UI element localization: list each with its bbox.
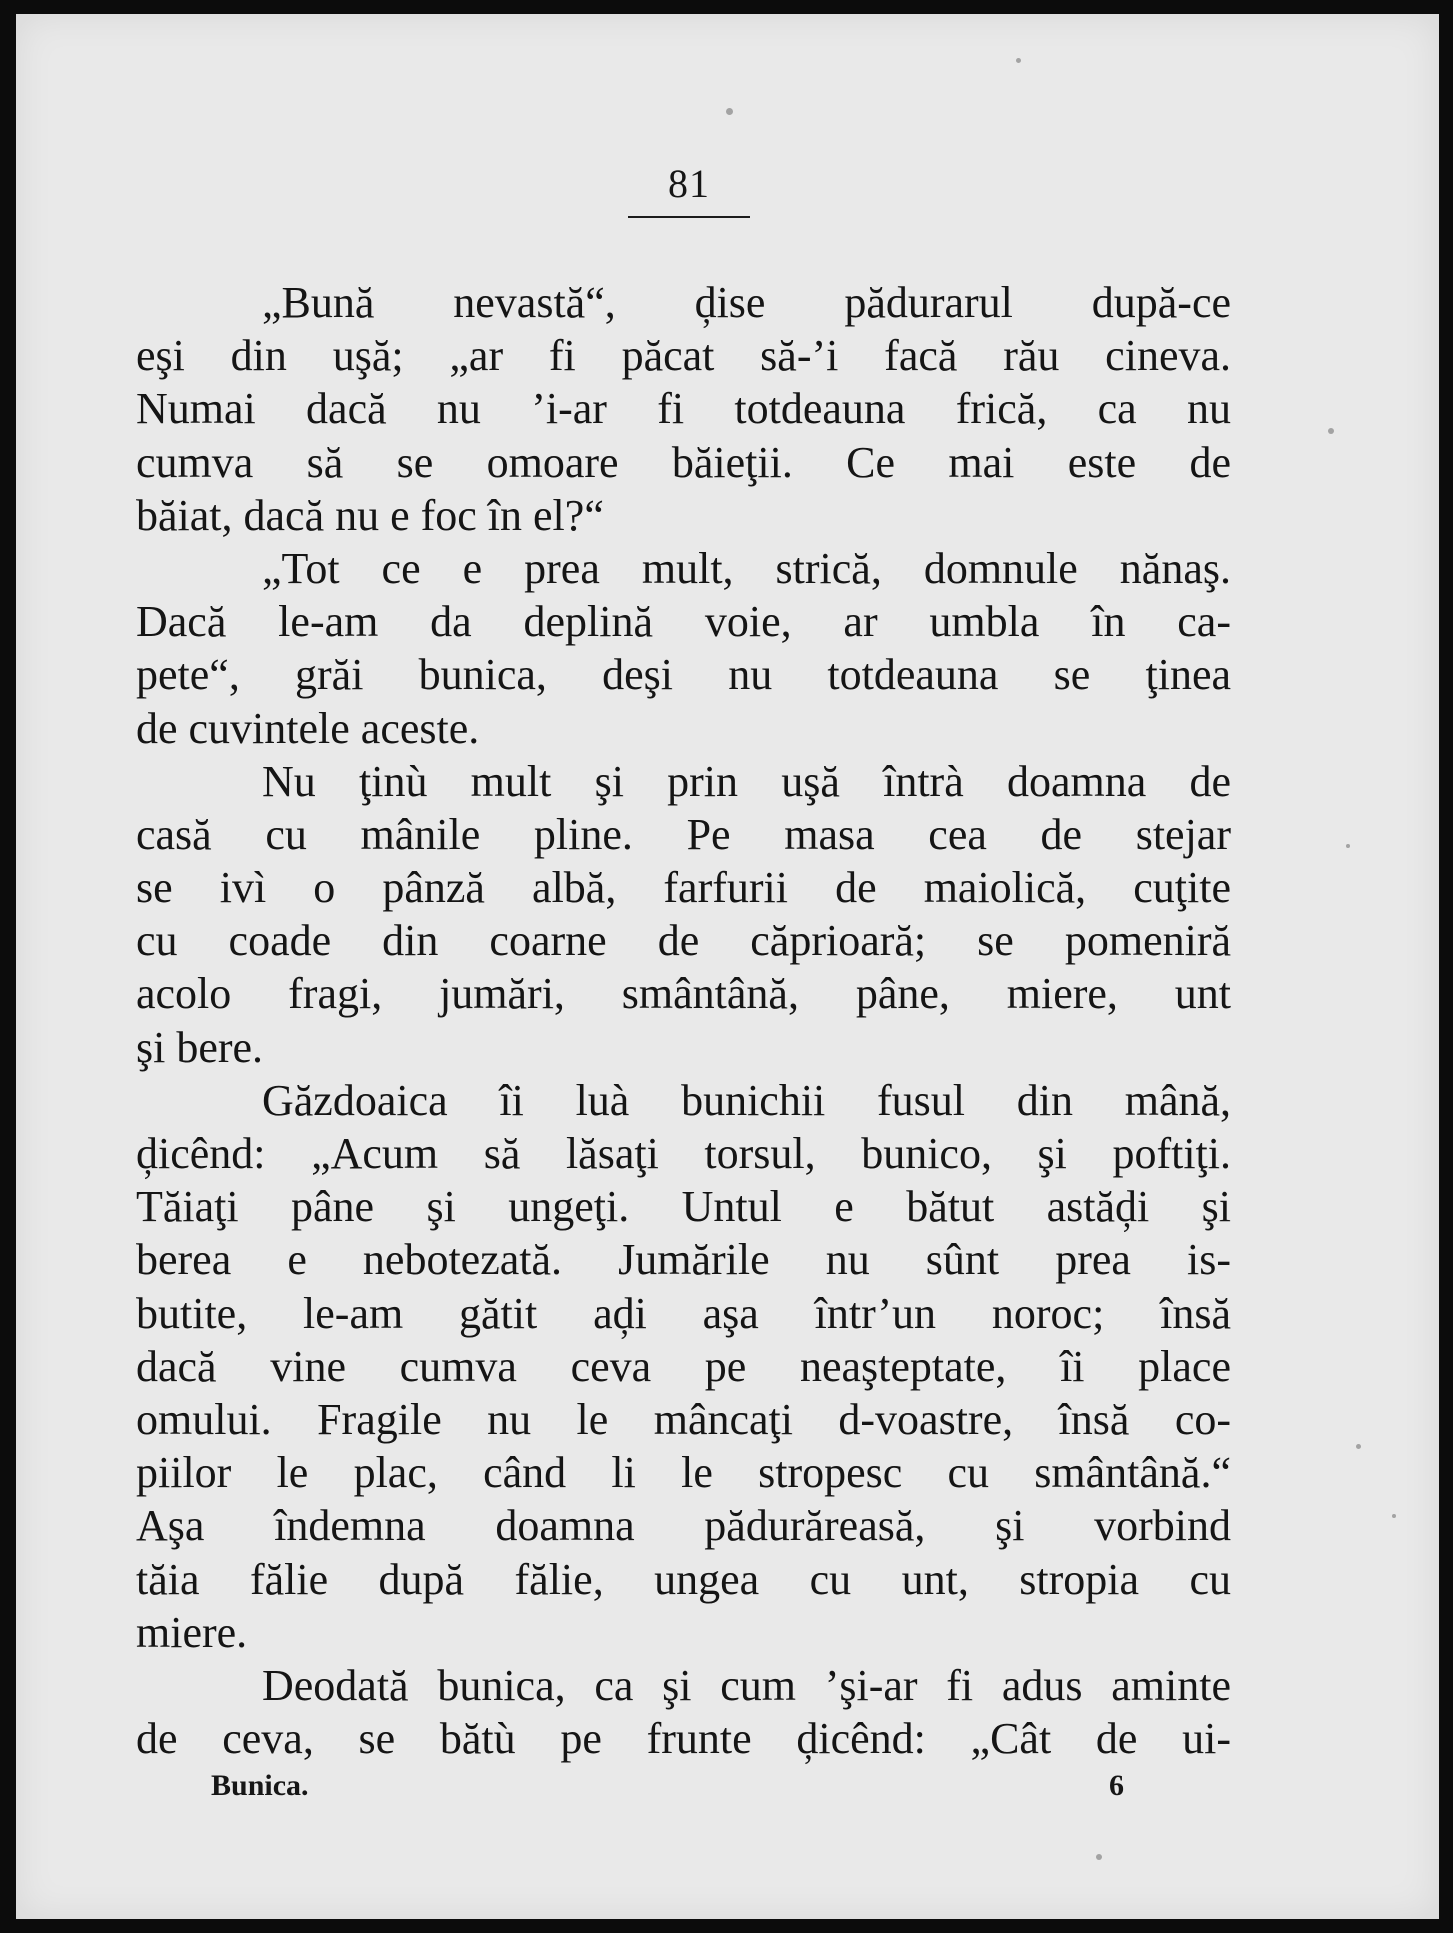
signature-mark: 6	[1109, 1769, 1124, 1802]
text-line: casă cu mânile pline. Pe masa cea de stejar	[136, 809, 1231, 859]
page-number: 81	[668, 161, 710, 206]
text-line: cu coade din coarne de căprioară; se pomeniră	[136, 916, 1231, 966]
text-line: miere.	[136, 1607, 248, 1657]
text-line: Găzdoaica îi luà bunichii fusul din mână,	[262, 1075, 1231, 1125]
text-line: cumva să se omoare băieţii. Ce mai este de	[136, 437, 1231, 487]
scan-speck	[726, 108, 733, 115]
scan-speck	[1356, 1444, 1361, 1449]
text-line: eşi din uşă; „ar fi păcat să-’i facă rău cineva.	[136, 331, 1231, 381]
footer-title: Bunica.	[211, 1769, 309, 1802]
text-line: omului. Fragile nu le mâncaţi d-voastre, însă co-	[136, 1394, 1231, 1444]
text-line: Dacă le-am da deplină voie, ar umbla în ca-	[136, 597, 1231, 647]
text-line: băiat, dacă nu e foc în el?“	[136, 490, 604, 540]
text-line: de ceva, se bătù pe frunte ḑicênd: „Cât de ui-	[136, 1714, 1231, 1764]
page-number-rule	[628, 216, 750, 218]
text-line: Tăiaţi pâne şi ungeţi. Untul e bătut astăḑi şi	[136, 1182, 1231, 1232]
text-line: Aşa îndemna doamna pădurăreasă, şi vorbind	[136, 1501, 1231, 1551]
text-line: piilor le plac, când li le stropesc cu smântână.“	[136, 1448, 1231, 1498]
text-line: şi bere.	[136, 1022, 264, 1072]
text-line: ḑicênd: „Acum să lăsaţi torsul, bunico, şi poftiţi.	[136, 1129, 1231, 1178]
text-line: pete“, grăi bunica, deşi nu totdeauna se ţinea	[136, 650, 1231, 700]
scan-speck	[1016, 58, 1021, 63]
text-line: se ivì o pânză albă, farfurii de maiolică, cuţite	[136, 863, 1231, 913]
text-line: „Tot ce e prea mult, strică, domnule nănaş.	[262, 543, 1231, 593]
text-line: de cuvintele aceste.	[136, 703, 480, 753]
text-line: Numai dacă nu ’i-ar fi totdeauna frică, ca nu	[136, 384, 1231, 434]
text-line: „Bună nevastă“, ḑise pădurarul după-ce	[262, 278, 1231, 327]
scan-speck	[1096, 1854, 1102, 1860]
text-line: Deodată bunica, ca şi cum ’şi-ar fi adus aminte	[262, 1660, 1231, 1710]
text-line: Nu ţinù mult şi prin uşă întrà doamna de	[262, 756, 1231, 806]
text-line: acolo fragi, jumări, smântână, pâne, miere, unt	[136, 969, 1231, 1019]
text-line: tăia fălie după fălie, ungea cu unt, stropia cu	[136, 1554, 1231, 1604]
scan-speck	[1346, 844, 1350, 848]
text-line: butite, le-am gătit aḑi aşa într’un noroc; însă	[136, 1288, 1231, 1338]
text-line: berea e nebotezată. Jumările nu sûnt prea is-	[136, 1235, 1231, 1285]
scan-speck	[1328, 428, 1334, 434]
body-text	[136, 276, 1231, 1765]
scan-speck	[1392, 1514, 1396, 1518]
book-page	[16, 14, 1439, 1919]
text-line: dacă vine cumva ceva pe neaşteptate, îi place	[136, 1341, 1231, 1391]
